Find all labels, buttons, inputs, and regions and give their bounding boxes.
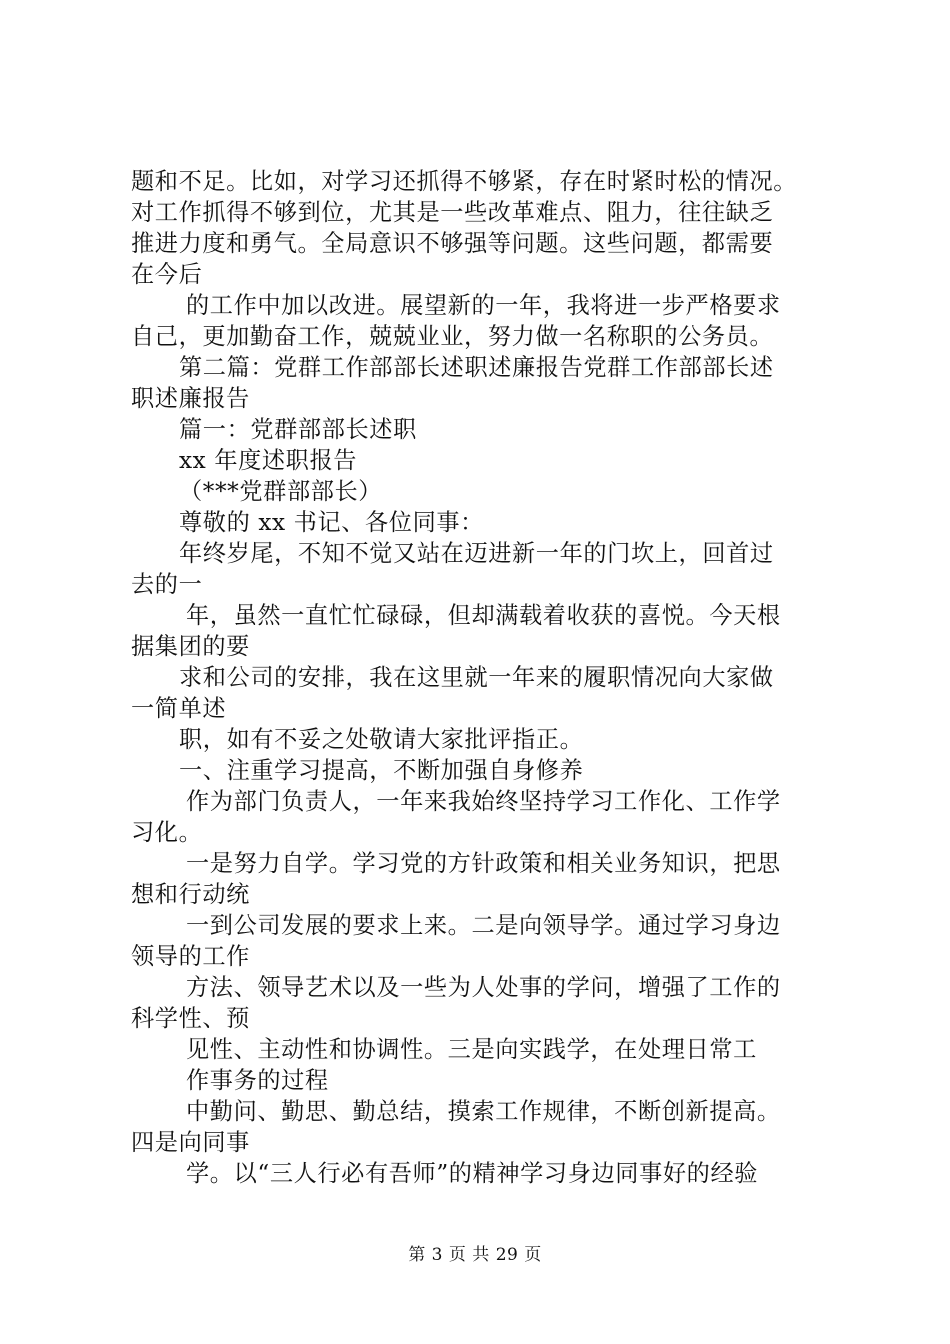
text-line: 对工作抓得不够到位，尤其是一些改革难点、阻力，往往缺乏	[131, 199, 774, 226]
text-line: 领导的工作	[131, 943, 250, 970]
text-line: 中勤问、勤思、勤总结，摸索工作规律，不断创新提高。	[186, 1098, 781, 1125]
text-line: xx 年度述职报告	[179, 447, 358, 474]
text-line: 推进力度和勇气。全局意识不够强等问题。这些问题，都需要	[131, 230, 774, 257]
text-line: 作为部门负责人，一年来我始终坚持学习工作化、工作学	[186, 788, 781, 815]
text-line: 四是向同事	[131, 1129, 250, 1156]
document-body	[131, 166, 841, 1189]
text-line: 一、注重学习提高，不断加强自身修养	[179, 757, 584, 784]
text-line: 篇一：党群部部长述职	[179, 416, 417, 443]
text-line: 尊敬的 xx 书记、各位同事：	[179, 509, 484, 536]
text-line: （***党群部部长）	[179, 478, 383, 505]
text-line: 职述廉报告	[131, 385, 250, 412]
text-line: 职，如有不妥之处敬请大家批评指正。	[179, 726, 584, 753]
text-line: 第二篇：党群工作部部长述职述廉报告党群工作部部长述	[179, 354, 774, 381]
text-line: 方法、领导艺术以及一些为人处事的学问，增强了工作的	[186, 974, 781, 1001]
text-line: 见性、主动性和协调性。三是向实践学，在处理日常工	[186, 1036, 757, 1063]
text-line: 自己，更加勤奋工作，兢兢业业，努力做一名称职的公务员。	[131, 323, 774, 350]
text-line: 在今后	[131, 261, 203, 288]
text-line: 作事务的过程	[186, 1067, 329, 1094]
page-footer: 第 3 页 共 29 页	[408, 1245, 542, 1265]
text-line: 据集团的要	[131, 633, 250, 660]
text-line: 学。以“三人行必有吾师”的精神学习身边同事好的经验	[186, 1160, 759, 1187]
text-line: 一到公司发展的要求上来。二是向领导学。通过学习身边	[186, 912, 781, 939]
text-line: 一简单述	[131, 695, 227, 722]
text-line: 年，虽然一直忙忙碌碌，但却满载着收获的喜悦。今天根	[186, 602, 781, 629]
text-line: 一是努力自学。学习党的方针政策和相关业务知识，把思	[186, 850, 781, 877]
text-line: 去的一	[131, 571, 203, 598]
text-line: 习化。	[131, 819, 203, 846]
text-line: 科学性、预	[131, 1005, 250, 1032]
text-line: 年终岁尾，不知不觉又站在迈进新一年的门坎上，回首过	[179, 540, 774, 567]
text-line: 想和行动统	[131, 881, 250, 908]
text-line: 题和不足。比如，对学习还抓得不够紧，存在时紧时松的情况。	[131, 168, 798, 195]
text-line: 的工作中加以改进。展望新的一年，我将进一步严格要求	[186, 292, 781, 319]
text-line: 求和公司的安排，我在这里就一年来的履职情况向大家做	[179, 664, 774, 691]
